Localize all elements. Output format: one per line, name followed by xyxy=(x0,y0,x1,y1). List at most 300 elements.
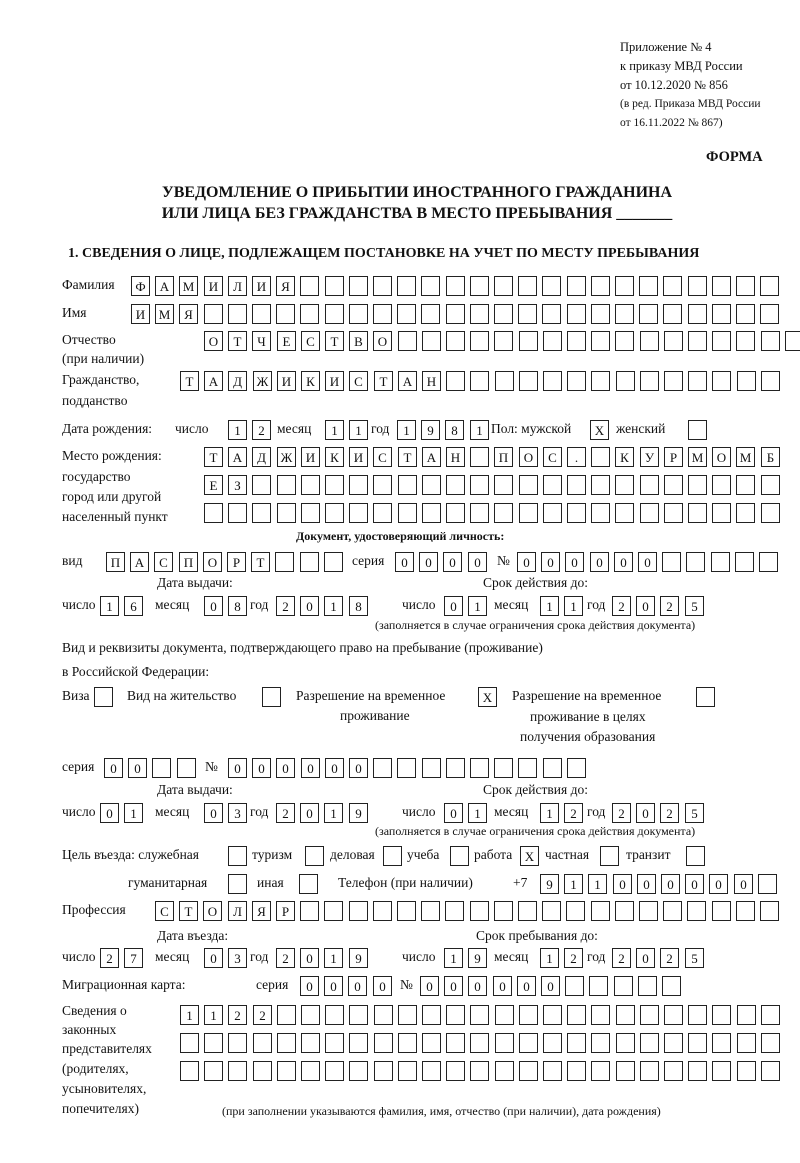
id-series-cell[interactable]: 0 xyxy=(468,552,487,572)
birth-place1-cell[interactable]: А xyxy=(422,447,441,467)
surname-cell[interactable]: Ф xyxy=(131,276,150,296)
birth-place2-cell[interactable]: Е xyxy=(204,475,223,495)
id-valid-month-cell[interactable]: 1 xyxy=(564,596,583,616)
name-cell[interactable] xyxy=(204,304,223,324)
reps1-cell[interactable] xyxy=(543,1005,562,1025)
stay-valid-month-cell[interactable]: 2 xyxy=(564,803,583,823)
reps3-cell[interactable] xyxy=(349,1061,368,1081)
reps1-cell[interactable] xyxy=(495,1005,514,1025)
name-cell[interactable]: Я xyxy=(179,304,198,324)
birth-day-cell[interactable]: 1 xyxy=(228,420,247,440)
birth-place1-cell[interactable]: С xyxy=(543,447,562,467)
patronymic-cell[interactable] xyxy=(591,331,610,351)
surname-cell[interactable] xyxy=(663,276,682,296)
sex-female-cell[interactable] xyxy=(688,420,707,440)
stay-number-cell[interactable] xyxy=(470,758,489,778)
stay-year-cell[interactable]: 5 xyxy=(685,948,704,968)
birth-place1-cell[interactable]: И xyxy=(349,447,368,467)
birth-place1-cell[interactable]: Н xyxy=(446,447,465,467)
id-number-cell[interactable] xyxy=(686,552,705,572)
surname-cell[interactable] xyxy=(688,276,707,296)
patronymic-cell[interactable]: Т xyxy=(228,331,247,351)
stay-month-cell[interactable]: 1 xyxy=(540,948,559,968)
name-cell[interactable] xyxy=(615,304,634,324)
reps1-cell[interactable]: 2 xyxy=(228,1005,247,1025)
name-cell[interactable] xyxy=(228,304,247,324)
citizenship-cell[interactable]: А xyxy=(398,371,417,391)
reps3-cell[interactable] xyxy=(519,1061,538,1081)
profession-cell[interactable]: Я xyxy=(252,901,271,921)
id-number-cell[interactable]: 0 xyxy=(590,552,609,572)
birth-place1-cell[interactable] xyxy=(591,447,610,467)
birth-place3-cell[interactable] xyxy=(519,503,538,523)
stay-number-cell[interactable] xyxy=(446,758,465,778)
stay-number-cell[interactable] xyxy=(422,758,441,778)
surname-cell[interactable] xyxy=(591,276,610,296)
birth-place3-cell[interactable] xyxy=(228,503,247,523)
birth-place1-cell[interactable]: А xyxy=(228,447,247,467)
phone-cell[interactable]: 0 xyxy=(709,874,728,894)
birth-place1-cell[interactable]: Ж xyxy=(277,447,296,467)
surname-cell[interactable]: А xyxy=(155,276,174,296)
id-number-cell[interactable]: 0 xyxy=(565,552,584,572)
reps3-cell[interactable] xyxy=(567,1061,586,1081)
reps3-cell[interactable] xyxy=(325,1061,344,1081)
name-cell[interactable] xyxy=(688,304,707,324)
id-number-cell[interactable] xyxy=(662,552,681,572)
birth-place3-cell[interactable] xyxy=(470,503,489,523)
id-kind-cell[interactable] xyxy=(324,552,343,572)
residence-cell[interactable] xyxy=(262,687,281,707)
id-kind-cell[interactable]: А xyxy=(130,552,149,572)
patronymic-cell[interactable]: В xyxy=(349,331,368,351)
stay-issue-month-cell[interactable]: 0 xyxy=(204,803,223,823)
stay-issue-year-cell[interactable]: 9 xyxy=(349,803,368,823)
id-valid-year-cell[interactable]: 5 xyxy=(685,596,704,616)
stay-valid-year-cell[interactable]: 5 xyxy=(685,803,704,823)
birth-year-cell[interactable]: 9 xyxy=(421,420,440,440)
reps3-cell[interactable] xyxy=(712,1061,731,1081)
birth-place3-cell[interactable] xyxy=(640,503,659,523)
reps2-cell[interactable] xyxy=(761,1033,780,1053)
mc-number-cell[interactable]: 0 xyxy=(517,976,536,996)
birth-place2-cell[interactable] xyxy=(398,475,417,495)
name-cell[interactable] xyxy=(470,304,489,324)
p-tourism-cell[interactable] xyxy=(305,846,324,866)
surname-cell[interactable] xyxy=(397,276,416,296)
profession-cell[interactable]: Т xyxy=(179,901,198,921)
reps3-cell[interactable] xyxy=(253,1061,272,1081)
birth-place3-cell[interactable] xyxy=(567,503,586,523)
birth-place3-cell[interactable] xyxy=(349,503,368,523)
reps1-cell[interactable] xyxy=(640,1005,659,1025)
profession-cell[interactable] xyxy=(736,901,755,921)
birth-place2-cell[interactable] xyxy=(277,475,296,495)
id-kind-cell[interactable]: П xyxy=(179,552,198,572)
birth-place1-cell[interactable]: И xyxy=(301,447,320,467)
reps2-cell[interactable] xyxy=(398,1033,417,1053)
citizenship-cell[interactable] xyxy=(712,371,731,391)
citizenship-cell[interactable] xyxy=(591,371,610,391)
birth-place3-cell[interactable] xyxy=(301,503,320,523)
mc-series-cell[interactable]: 0 xyxy=(300,976,319,996)
birth-place2-cell[interactable] xyxy=(519,475,538,495)
stay-number-cell[interactable]: 0 xyxy=(349,758,368,778)
patronymic-cell[interactable] xyxy=(785,331,800,351)
birth-place1-cell[interactable]: О xyxy=(712,447,731,467)
citizenship-cell[interactable]: Т xyxy=(180,371,199,391)
patronymic-cell[interactable] xyxy=(712,331,731,351)
stay-series-cell[interactable] xyxy=(177,758,196,778)
birth-place2-cell[interactable] xyxy=(470,475,489,495)
reps2-cell[interactable] xyxy=(688,1033,707,1053)
id-number-cell[interactable]: 0 xyxy=(638,552,657,572)
citizenship-cell[interactable] xyxy=(495,371,514,391)
reps3-cell[interactable] xyxy=(204,1061,223,1081)
stay-valid-year-cell[interactable]: 2 xyxy=(660,803,679,823)
birth-place3-cell[interactable] xyxy=(615,503,634,523)
birth-place2-cell[interactable] xyxy=(712,475,731,495)
birth-month-cell[interactable]: 1 xyxy=(349,420,368,440)
surname-cell[interactable] xyxy=(300,276,319,296)
reps3-cell[interactable] xyxy=(301,1061,320,1081)
name-cell[interactable] xyxy=(736,304,755,324)
profession-cell[interactable] xyxy=(615,901,634,921)
id-kind-cell[interactable]: С xyxy=(154,552,173,572)
surname-cell[interactable]: Л xyxy=(228,276,247,296)
citizenship-cell[interactable] xyxy=(470,371,489,391)
surname-cell[interactable] xyxy=(470,276,489,296)
citizenship-cell[interactable] xyxy=(543,371,562,391)
birth-day-cell[interactable]: 2 xyxy=(252,420,271,440)
reps1-cell[interactable] xyxy=(398,1005,417,1025)
birth-place1-cell[interactable]: . xyxy=(567,447,586,467)
name-cell[interactable]: И xyxy=(131,304,150,324)
reps2-cell[interactable] xyxy=(591,1033,610,1053)
phone-cell[interactable]: 0 xyxy=(661,874,680,894)
mc-number-cell[interactable]: 0 xyxy=(493,976,512,996)
name-cell[interactable] xyxy=(494,304,513,324)
birth-place3-cell[interactable] xyxy=(446,503,465,523)
citizenship-cell[interactable] xyxy=(616,371,635,391)
reps1-cell[interactable]: 1 xyxy=(180,1005,199,1025)
birth-place2-cell[interactable] xyxy=(325,475,344,495)
id-issue-day-cell[interactable]: 1 xyxy=(100,596,119,616)
patronymic-cell[interactable] xyxy=(519,331,538,351)
p-work-cell[interactable]: X xyxy=(520,846,539,866)
patronymic-cell[interactable] xyxy=(640,331,659,351)
id-valid-day-cell[interactable]: 0 xyxy=(444,596,463,616)
p-humanitarian-cell[interactable] xyxy=(228,874,247,894)
stay-day-cell[interactable]: 9 xyxy=(468,948,487,968)
stay-number-cell[interactable] xyxy=(494,758,513,778)
reps2-cell[interactable] xyxy=(712,1033,731,1053)
phone-cell[interactable]: 9 xyxy=(540,874,559,894)
citizenship-cell[interactable] xyxy=(688,371,707,391)
surname-cell[interactable]: И xyxy=(204,276,223,296)
id-issue-year-cell[interactable]: 0 xyxy=(300,596,319,616)
profession-cell[interactable]: Л xyxy=(228,901,247,921)
patronymic-cell[interactable] xyxy=(398,331,417,351)
birth-place3-cell[interactable] xyxy=(543,503,562,523)
id-issue-year-cell[interactable]: 8 xyxy=(349,596,368,616)
citizenship-cell[interactable] xyxy=(519,371,538,391)
birth-place2-cell[interactable] xyxy=(761,475,780,495)
p-other-cell[interactable] xyxy=(299,874,318,894)
profession-cell[interactable] xyxy=(421,901,440,921)
birth-place2-cell[interactable] xyxy=(688,475,707,495)
patronymic-cell[interactable] xyxy=(470,331,489,351)
stay-number-cell[interactable]: 0 xyxy=(276,758,295,778)
birth-place2-cell[interactable] xyxy=(640,475,659,495)
patronymic-cell[interactable] xyxy=(422,331,441,351)
reps1-cell[interactable] xyxy=(325,1005,344,1025)
id-series-cell[interactable]: 0 xyxy=(395,552,414,572)
birth-place3-cell[interactable] xyxy=(712,503,731,523)
stay-issue-year-cell[interactable]: 0 xyxy=(300,803,319,823)
reps2-cell[interactable] xyxy=(616,1033,635,1053)
patronymic-cell[interactable]: С xyxy=(301,331,320,351)
surname-cell[interactable] xyxy=(760,276,779,296)
birth-place1-cell[interactable]: Б xyxy=(761,447,780,467)
id-number-cell[interactable]: 0 xyxy=(541,552,560,572)
birth-place3-cell[interactable] xyxy=(761,503,780,523)
citizenship-cell[interactable] xyxy=(446,371,465,391)
stay-number-cell[interactable] xyxy=(397,758,416,778)
name-cell[interactable] xyxy=(373,304,392,324)
surname-cell[interactable] xyxy=(494,276,513,296)
id-issue-year-cell[interactable]: 2 xyxy=(276,596,295,616)
id-series-cell[interactable]: 0 xyxy=(443,552,462,572)
name-cell[interactable] xyxy=(591,304,610,324)
reps2-cell[interactable] xyxy=(495,1033,514,1053)
surname-cell[interactable] xyxy=(518,276,537,296)
id-kind-cell[interactable]: Т xyxy=(251,552,270,572)
name-cell[interactable] xyxy=(397,304,416,324)
reps2-cell[interactable] xyxy=(422,1033,441,1053)
mc-series-cell[interactable]: 0 xyxy=(324,976,343,996)
patronymic-cell[interactable] xyxy=(615,331,634,351)
trp-cell[interactable]: X xyxy=(478,687,497,707)
reps1-cell[interactable] xyxy=(277,1005,296,1025)
profession-cell[interactable] xyxy=(712,901,731,921)
stay-number-cell[interactable] xyxy=(518,758,537,778)
citizenship-cell[interactable]: Т xyxy=(374,371,393,391)
reps3-cell[interactable] xyxy=(398,1061,417,1081)
id-number-cell[interactable] xyxy=(711,552,730,572)
phone-cell[interactable]: 0 xyxy=(734,874,753,894)
name-cell[interactable] xyxy=(567,304,586,324)
stay-valid-day-cell[interactable]: 1 xyxy=(468,803,487,823)
reps1-cell[interactable]: 1 xyxy=(204,1005,223,1025)
birth-year-cell[interactable]: 1 xyxy=(470,420,489,440)
patronymic-cell[interactable] xyxy=(567,331,586,351)
birth-place3-cell[interactable] xyxy=(591,503,610,523)
citizenship-cell[interactable]: К xyxy=(301,371,320,391)
reps1-cell[interactable] xyxy=(664,1005,683,1025)
birth-place1-cell[interactable]: У xyxy=(640,447,659,467)
sex-male-cell[interactable]: X xyxy=(590,420,609,440)
patronymic-cell[interactable] xyxy=(736,331,755,351)
patronymic-cell[interactable] xyxy=(494,331,513,351)
profession-cell[interactable]: Р xyxy=(276,901,295,921)
reps3-cell[interactable] xyxy=(470,1061,489,1081)
visa-cell[interactable] xyxy=(94,687,113,707)
reps1-cell[interactable]: 2 xyxy=(253,1005,272,1025)
mc-series-cell[interactable]: 0 xyxy=(373,976,392,996)
birth-place3-cell[interactable] xyxy=(325,503,344,523)
profession-cell[interactable] xyxy=(470,901,489,921)
profession-cell[interactable] xyxy=(373,901,392,921)
name-cell[interactable] xyxy=(518,304,537,324)
entry-day-cell[interactable]: 7 xyxy=(124,948,143,968)
reps3-cell[interactable] xyxy=(688,1061,707,1081)
reps3-cell[interactable] xyxy=(591,1061,610,1081)
name-cell[interactable] xyxy=(276,304,295,324)
birth-place2-cell[interactable] xyxy=(349,475,368,495)
entry-month-cell[interactable]: 3 xyxy=(228,948,247,968)
id-kind-cell[interactable]: П xyxy=(106,552,125,572)
name-cell[interactable] xyxy=(542,304,561,324)
reps2-cell[interactable] xyxy=(277,1033,296,1053)
stay-day-cell[interactable]: 1 xyxy=(444,948,463,968)
birth-year-cell[interactable]: 1 xyxy=(397,420,416,440)
birth-place1-cell[interactable]: П xyxy=(494,447,513,467)
phone-cell[interactable]: 0 xyxy=(637,874,656,894)
patronymic-cell[interactable]: О xyxy=(204,331,223,351)
id-valid-year-cell[interactable]: 2 xyxy=(612,596,631,616)
id-valid-year-cell[interactable]: 0 xyxy=(636,596,655,616)
reps3-cell[interactable] xyxy=(640,1061,659,1081)
entry-year-cell[interactable]: 1 xyxy=(324,948,343,968)
reps2-cell[interactable] xyxy=(204,1033,223,1053)
reps2-cell[interactable] xyxy=(374,1033,393,1053)
id-number-cell[interactable]: 0 xyxy=(517,552,536,572)
stay-issue-day-cell[interactable]: 0 xyxy=(100,803,119,823)
name-cell[interactable] xyxy=(446,304,465,324)
stay-number-cell[interactable] xyxy=(567,758,586,778)
citizenship-cell[interactable] xyxy=(761,371,780,391)
id-kind-cell[interactable]: Р xyxy=(227,552,246,572)
phone-cell[interactable]: 0 xyxy=(685,874,704,894)
birth-place1-cell[interactable]: С xyxy=(373,447,392,467)
profession-cell[interactable] xyxy=(397,901,416,921)
surname-cell[interactable]: М xyxy=(179,276,198,296)
name-cell[interactable]: М xyxy=(155,304,174,324)
reps3-cell[interactable] xyxy=(616,1061,635,1081)
name-cell[interactable] xyxy=(349,304,368,324)
reps1-cell[interactable] xyxy=(301,1005,320,1025)
reps2-cell[interactable] xyxy=(180,1033,199,1053)
id-number-cell[interactable] xyxy=(759,552,778,572)
patronymic-cell[interactable] xyxy=(664,331,683,351)
reps1-cell[interactable] xyxy=(470,1005,489,1025)
birth-place3-cell[interactable] xyxy=(373,503,392,523)
birth-place3-cell[interactable] xyxy=(736,503,755,523)
birth-place3-cell[interactable] xyxy=(422,503,441,523)
entry-day-cell[interactable]: 2 xyxy=(100,948,119,968)
reps1-cell[interactable] xyxy=(422,1005,441,1025)
stay-month-cell[interactable]: 2 xyxy=(564,948,583,968)
surname-cell[interactable]: Я xyxy=(276,276,295,296)
citizenship-cell[interactable]: А xyxy=(204,371,223,391)
reps2-cell[interactable] xyxy=(253,1033,272,1053)
reps1-cell[interactable] xyxy=(591,1005,610,1025)
patronymic-cell[interactable]: Ч xyxy=(252,331,271,351)
stay-valid-day-cell[interactable]: 0 xyxy=(444,803,463,823)
surname-cell[interactable] xyxy=(421,276,440,296)
reps1-cell[interactable] xyxy=(519,1005,538,1025)
profession-cell[interactable] xyxy=(494,901,513,921)
surname-cell[interactable]: И xyxy=(252,276,271,296)
birth-place1-cell[interactable]: Р xyxy=(664,447,683,467)
reps2-cell[interactable] xyxy=(470,1033,489,1053)
birth-place3-cell[interactable] xyxy=(252,503,271,523)
stay-year-cell[interactable]: 0 xyxy=(636,948,655,968)
name-cell[interactable] xyxy=(252,304,271,324)
id-valid-year-cell[interactable]: 2 xyxy=(660,596,679,616)
reps3-cell[interactable] xyxy=(374,1061,393,1081)
birth-place1-cell[interactable]: Т xyxy=(204,447,223,467)
id-issue-year-cell[interactable]: 1 xyxy=(324,596,343,616)
birth-place1-cell[interactable]: Т xyxy=(398,447,417,467)
reps2-cell[interactable] xyxy=(567,1033,586,1053)
patronymic-cell[interactable] xyxy=(543,331,562,351)
citizenship-cell[interactable]: И xyxy=(325,371,344,391)
patronymic-cell[interactable]: Е xyxy=(277,331,296,351)
name-cell[interactable] xyxy=(421,304,440,324)
reps1-cell[interactable] xyxy=(761,1005,780,1025)
id-kind-cell[interactable] xyxy=(275,552,294,572)
birth-place2-cell[interactable] xyxy=(252,475,271,495)
id-kind-cell[interactable] xyxy=(300,552,319,572)
reps1-cell[interactable] xyxy=(567,1005,586,1025)
reps2-cell[interactable] xyxy=(446,1033,465,1053)
name-cell[interactable] xyxy=(639,304,658,324)
mc-number-cell[interactable]: 0 xyxy=(444,976,463,996)
stay-number-cell[interactable]: 0 xyxy=(325,758,344,778)
birth-place2-cell[interactable] xyxy=(567,475,586,495)
profession-cell[interactable] xyxy=(663,901,682,921)
surname-cell[interactable] xyxy=(373,276,392,296)
stay-year-cell[interactable]: 2 xyxy=(612,948,631,968)
reps3-cell[interactable] xyxy=(446,1061,465,1081)
mc-number-cell[interactable]: 0 xyxy=(541,976,560,996)
id-series-cell[interactable]: 0 xyxy=(419,552,438,572)
profession-cell[interactable] xyxy=(566,901,585,921)
p-business-cell[interactable] xyxy=(383,846,402,866)
citizenship-cell[interactable]: Н xyxy=(422,371,441,391)
birth-place1-cell[interactable]: Д xyxy=(252,447,271,467)
trp-edu-cell[interactable] xyxy=(696,687,715,707)
reps3-cell[interactable] xyxy=(664,1061,683,1081)
surname-cell[interactable] xyxy=(639,276,658,296)
reps1-cell[interactable] xyxy=(446,1005,465,1025)
profession-cell[interactable] xyxy=(687,901,706,921)
entry-year-cell[interactable]: 0 xyxy=(300,948,319,968)
mc-number-cell[interactable] xyxy=(614,976,633,996)
stay-number-cell[interactable] xyxy=(373,758,392,778)
mc-number-cell[interactable] xyxy=(662,976,681,996)
mc-series-cell[interactable]: 0 xyxy=(348,976,367,996)
birth-year-cell[interactable]: 8 xyxy=(445,420,464,440)
reps2-cell[interactable] xyxy=(640,1033,659,1053)
birth-place3-cell[interactable] xyxy=(494,503,513,523)
reps1-cell[interactable] xyxy=(349,1005,368,1025)
reps3-cell[interactable] xyxy=(737,1061,756,1081)
birth-place2-cell[interactable] xyxy=(422,475,441,495)
phone-cell[interactable]: 1 xyxy=(564,874,583,894)
